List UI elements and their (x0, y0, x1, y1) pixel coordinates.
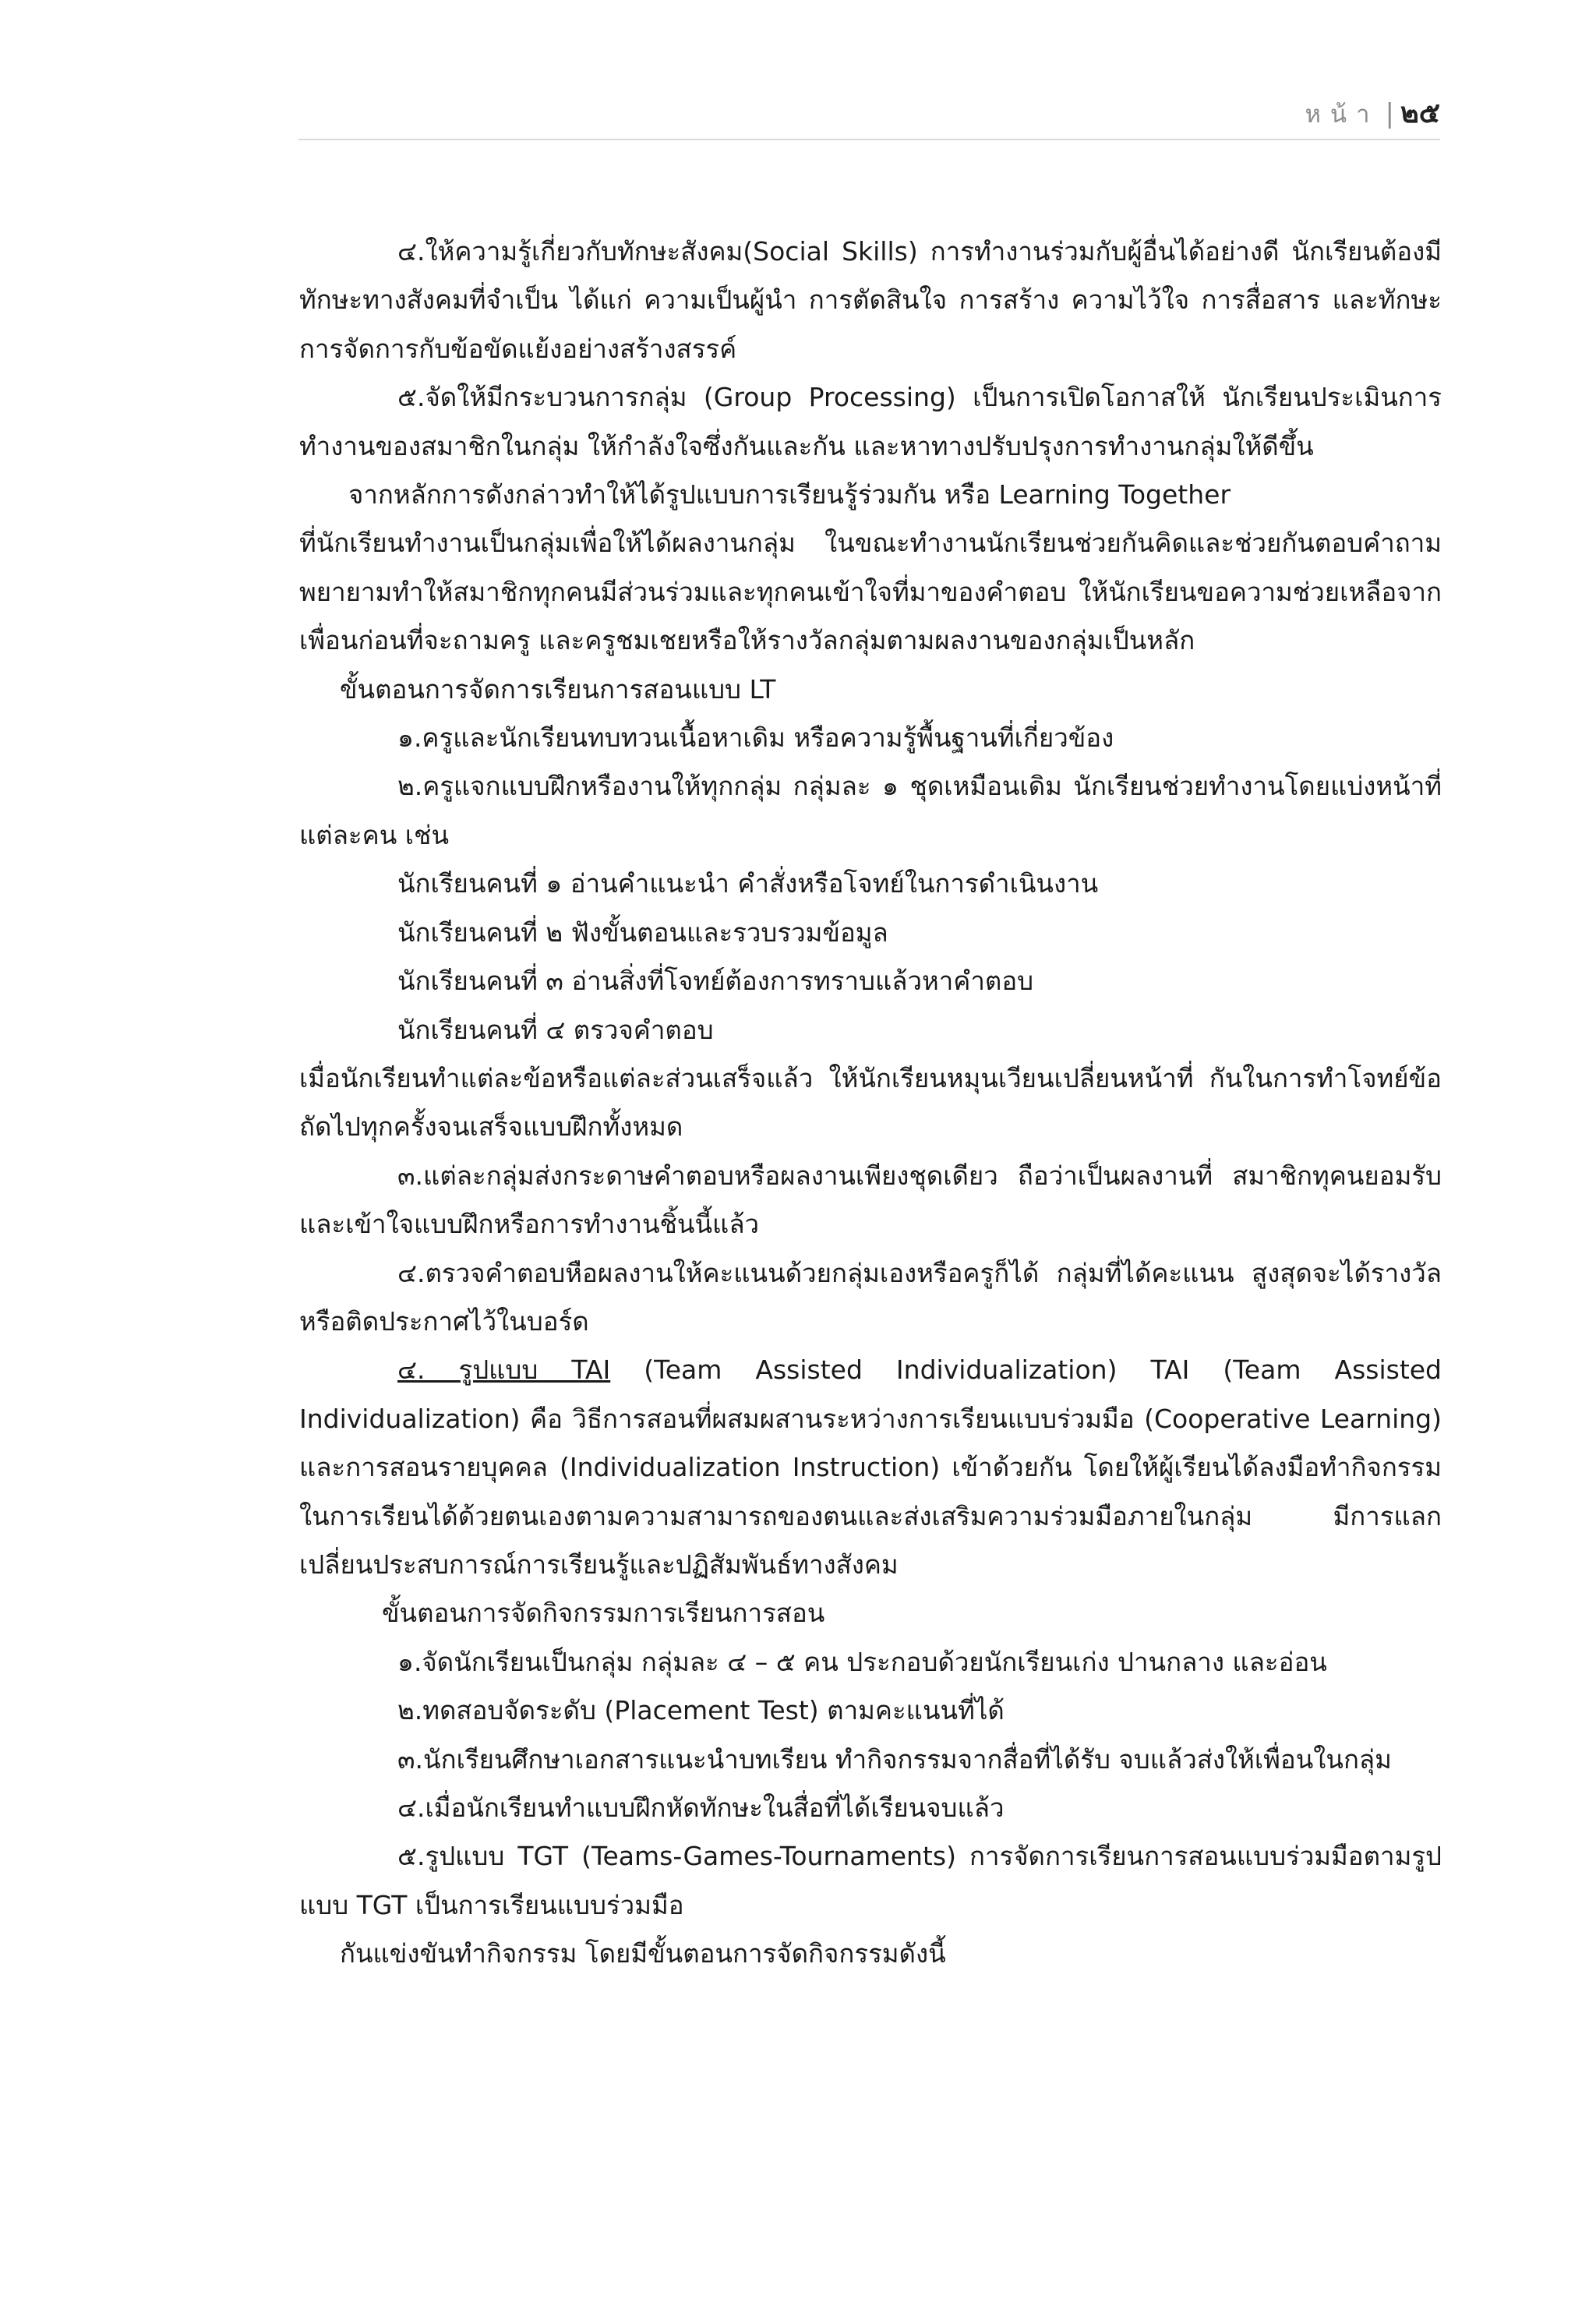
paragraph-rotate-roles: เมื่อนักเรียนทำแต่ละข้อหรือแต่ละส่วนเสร็จแล้ว ให้นักเรียนหมุนเวียนเปลี่ยนหน้าที่ กันในการทำโจทย์ข้อถัดไปทุกครั้งจนเสร็จแบบฝึกทั้งหมด (299, 1062, 1442, 1143)
paragraph-tai (299, 1346, 1442, 1589)
paragraph-tgt: ๕.รูปแบบ TGT (Teams-Games-Tournaments) การจัดการเรียนการสอนแบบร่วมมือตามรูปแบบ TGT เป็นการเรียนแบบร่วมมือ (299, 1841, 1442, 1920)
header-divider (298, 139, 1440, 140)
body-text (299, 228, 1442, 1979)
student-role-1: นักเรียนคนที่ ๑ อ่านคำแนะนำ คำสั่งหรือโจทย์ในการดำเนินงาน (397, 868, 1099, 899)
lt-step-4: ๔.ตรวจคำตอบหือผลงานให้คะแนนด้วยกลุ่มเองหรือครูก็ได้ กลุ่มที่ได้คะแนน สูงสุดจะได้รางวัลหรือติดประกาศไว้ในบอร์ด (299, 1257, 1442, 1337)
tai-heading: ๔. รูปแบบ TAI (397, 1354, 611, 1386)
student-role-2: นักเรียนคนที่ ๒ ฟังขั้นตอนและรวบรวมข้อมูล (397, 917, 888, 948)
lt-step-3: ๓.แต่ละกลุ่มส่งกระดาษคำตอบหรือผลงานเพียงชุดเดียว ถือว่าเป็นผลงานที่ สมาชิกทุคนยอมรับ และเข้าใจแบบฝึกหรือการทำงานชิ้นนี้แล้ว (299, 1160, 1442, 1240)
tai-step-4: ๔.เมื่อนักเรียนทำแบบฝึกหัดทักษะในสื่อที่ได้เรียนจบแล้ว (397, 1792, 1005, 1823)
tai-step-3: ๓.นักเรียนศึกษาเอกสารแนะนำบทเรียน ทำกิจกรรมจากสื่อที่ได้รับ จบแล้วส่งให้เพื่อนในกลุ่ม (397, 1743, 1392, 1775)
lt-step-1: ๑.ครูและนักเรียนทบทวนเนื้อหาเดิม หรือความรู้พื้นฐานที่เกี่ยวข้อง (397, 722, 1114, 754)
page-number: ๒๕ (1400, 97, 1440, 129)
tai-step-1: ๑.จัดนักเรียนเป็นกลุ่ม กลุ่มละ ๔ – ๕ คน ประกอบด้วยนักเรียนเก่ง ปานกลาง และอ่อน (397, 1646, 1327, 1677)
student-role-4: นักเรียนคนที่ ๔ ตรวจคำตอบ (397, 1014, 714, 1045)
paragraph-group-processing: ๕.จัดให้มีกระบวนการกลุ่ม (Group Processing) เป็นการเปิดโอกาสให้ นักเรียนประเมินการทำงานของสมาชิกในกลุ่ม ให้กำลังใจซึ่งกันและกัน และหาทางปรับปรุงการทำงานกลุ่มให้ดีขึ้น (299, 382, 1442, 461)
page-label: หน้า (1305, 101, 1379, 129)
paragraph-learning-together-body: ที่นักเรียนทำงานเป็นกลุ่มเพื่อให้ได้ผลงานกลุ่ม ในขณะทำงานนักเรียนช่วยกันคิดและช่วยกันตอบคำถาม พยายามทำให้สมาชิกทุกคนมีส่วนร่วมและทุกคนเข้าใจที่มาของคำตอบ ให้นักเรียนขอความช่วยเหลือจากเพื่อนก่อนที่จะถามครู และครูชมเชยหรือให้รางวัลกลุ่มตามผลงานของกลุ่มเป็นหลัก (299, 528, 1442, 656)
header-separator: | (1385, 98, 1395, 129)
lt-step-2: ๒.ครูแจกแบบฝึกหรืองานให้ทุกกลุ่ม กลุ่มละ ๑ ชุดเหมือนเดิม นักเรียนช่วยทำงานโดยแบ่งหน้าที่แต่ละคน เช่น (299, 771, 1442, 850)
student-role-3: นักเรียนคนที่ ๓ อ่านสิ่งที่โจทย์ต้องการทราบแล้วหาคำตอบ (397, 966, 1034, 997)
tai-step-2: ๒.ทดสอบจัดระดับ (Placement Test) ตามคะแนนที่ได้ (397, 1695, 1005, 1726)
heading-lt-steps: ขั้นตอนการจัดการเรียนการสอนแบบ LT (340, 673, 776, 705)
paragraph-tgt-continued: กันแข่งขันทำกิจกรรม โดยมีขั้นตอนการจัดกิจกรรมดังนี้ (340, 1938, 946, 1969)
heading-tai-steps: ขั้นตอนการจัดกิจกรรมการเรียนการสอน (382, 1598, 825, 1629)
paragraph-learning-together-intro: จากหลักการดังกล่าวทำให้ได้รูปแบบการเรียนรู้ร่วมกัน หรือ Learning Together (348, 479, 1231, 510)
tai-description: (Team Assisted Individualization) TAI (Team Assisted Individualization) คือ วิธีการสอนที่ผสมผสานระหว่างการเรียนแบบร่วมมือ (Cooperative Learning) และการสอนรายบุคคล (Individualization Instruction) เข้าด้วยกัน โดยให้ผู้เรียนได้ลงมือทำกิจกรรมในการเรียนได้ด้วยตนเองตามความสามารถของตนและส่งเสริมความร่วมมือภายในกลุ่ม มีการแลกเปลี่ยนประสบการณ์การเรียนรู้และปฏิสัมพันธ์ทางสังคม (299, 1354, 1442, 1580)
paragraph-social-skills: ๔.ให้ความรู้เกี่ยวกับทักษะสังคม(Social Skills) การทำงานร่วมกับผู้อื่นได้อย่างดี นักเรียนต้องมีทักษะทางสังคมที่จำเป็น ได้แก่ ความเป็นผู้นำ การตัดสินใจ การสร้าง ความไว้ใจ การสื่อสาร และทักษะการจัดการกับข้อขัดแย้งอย่างสร้างสรรค์ (299, 236, 1442, 364)
page-header (1305, 98, 1441, 130)
